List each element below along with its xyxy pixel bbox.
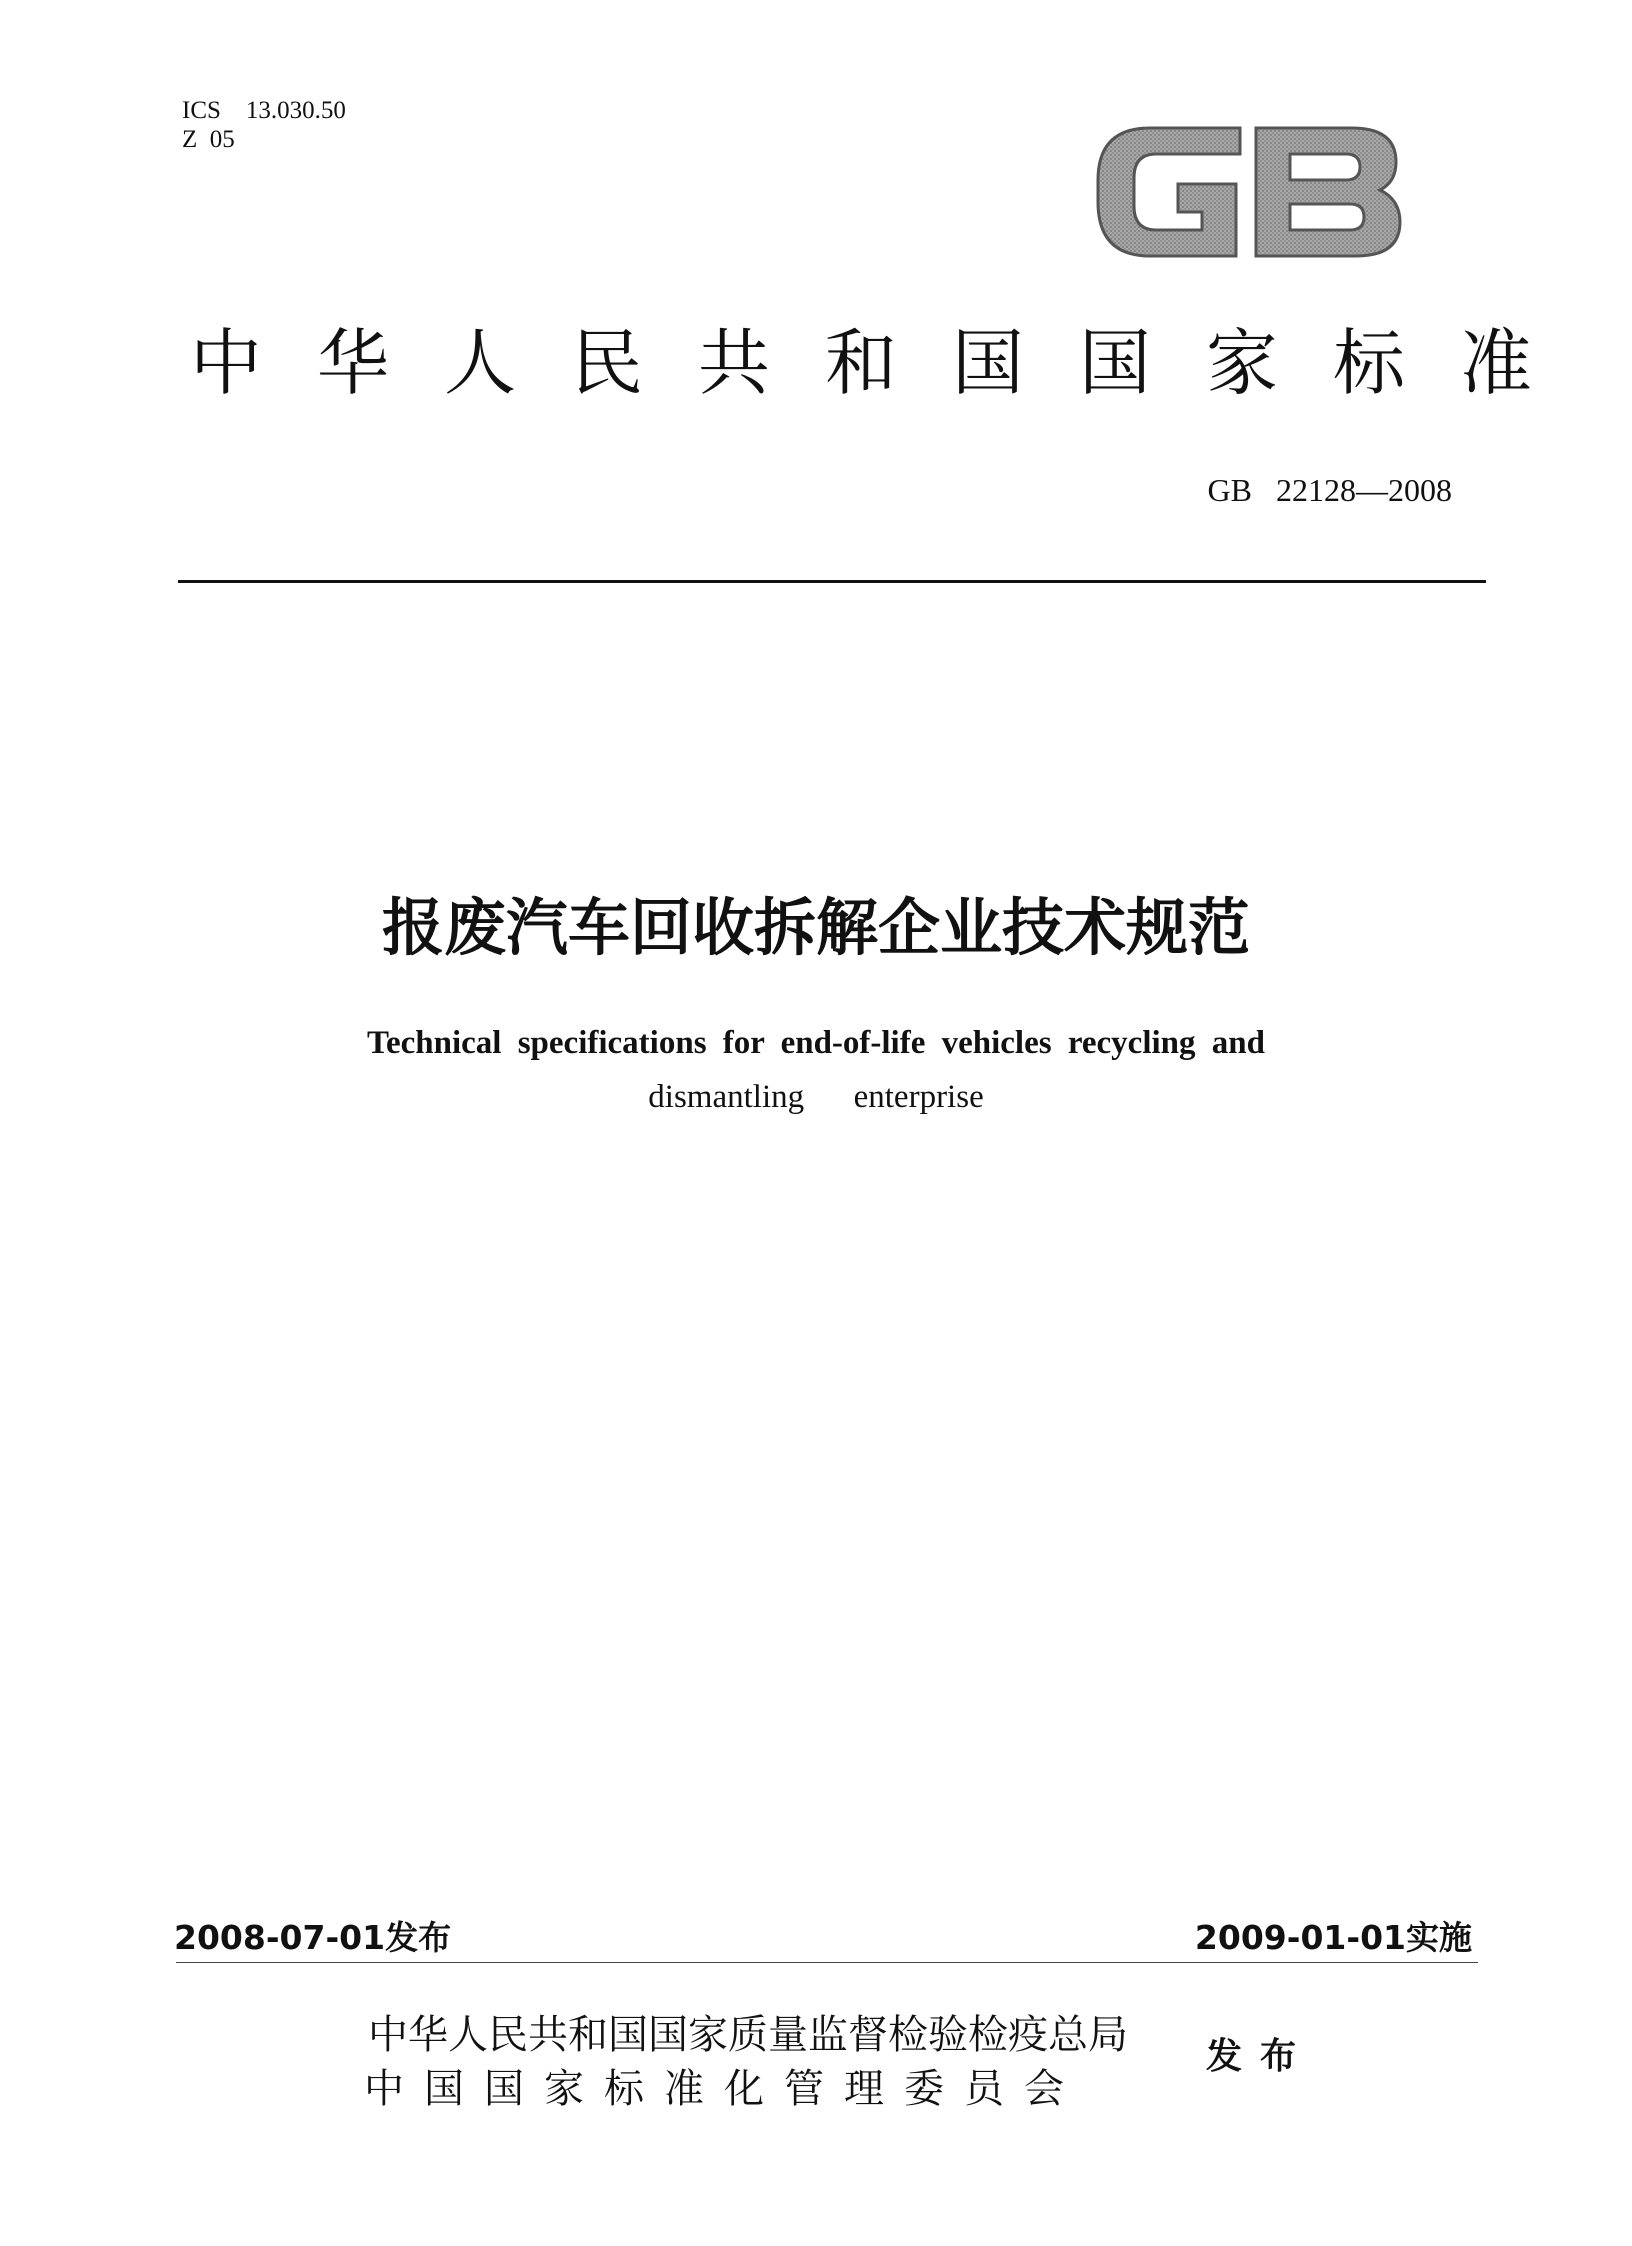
classification-codes: [182, 96, 346, 154]
issuer-aqsiq: 中华人民共和国国家质量监督检验检疫总局: [368, 2012, 1128, 2058]
header-divider: [178, 580, 1486, 583]
ccs-code: Z 05: [182, 126, 235, 153]
issuer-sac: 中国国家标准化管理委员会: [364, 2066, 1084, 2112]
ics-code: ICS 13.030.50: [182, 97, 346, 124]
issue-date: 2008-07-01发布: [174, 1918, 452, 1957]
gb-logo: [1090, 110, 1408, 268]
footer-divider: [176, 1962, 1478, 1963]
gb-logo-icon: [1090, 110, 1408, 268]
document-title-en-line2: dismantling enterprise: [648, 1079, 984, 1115]
national-standard-heading: 中华人民共和国国家标准: [190, 321, 1588, 405]
implementation-date: 2009-01-01实施: [1194, 1918, 1472, 1957]
standard-number: GB 22128—2008: [1207, 472, 1452, 508]
publish-label: 发布: [1206, 2036, 1315, 2077]
document-title-en-line1: Technical specifications for end-of-life vehicles recycling and: [367, 1025, 1265, 1061]
document-title-cn: 报废汽车回收拆解企业技术规范: [381, 891, 1250, 964]
